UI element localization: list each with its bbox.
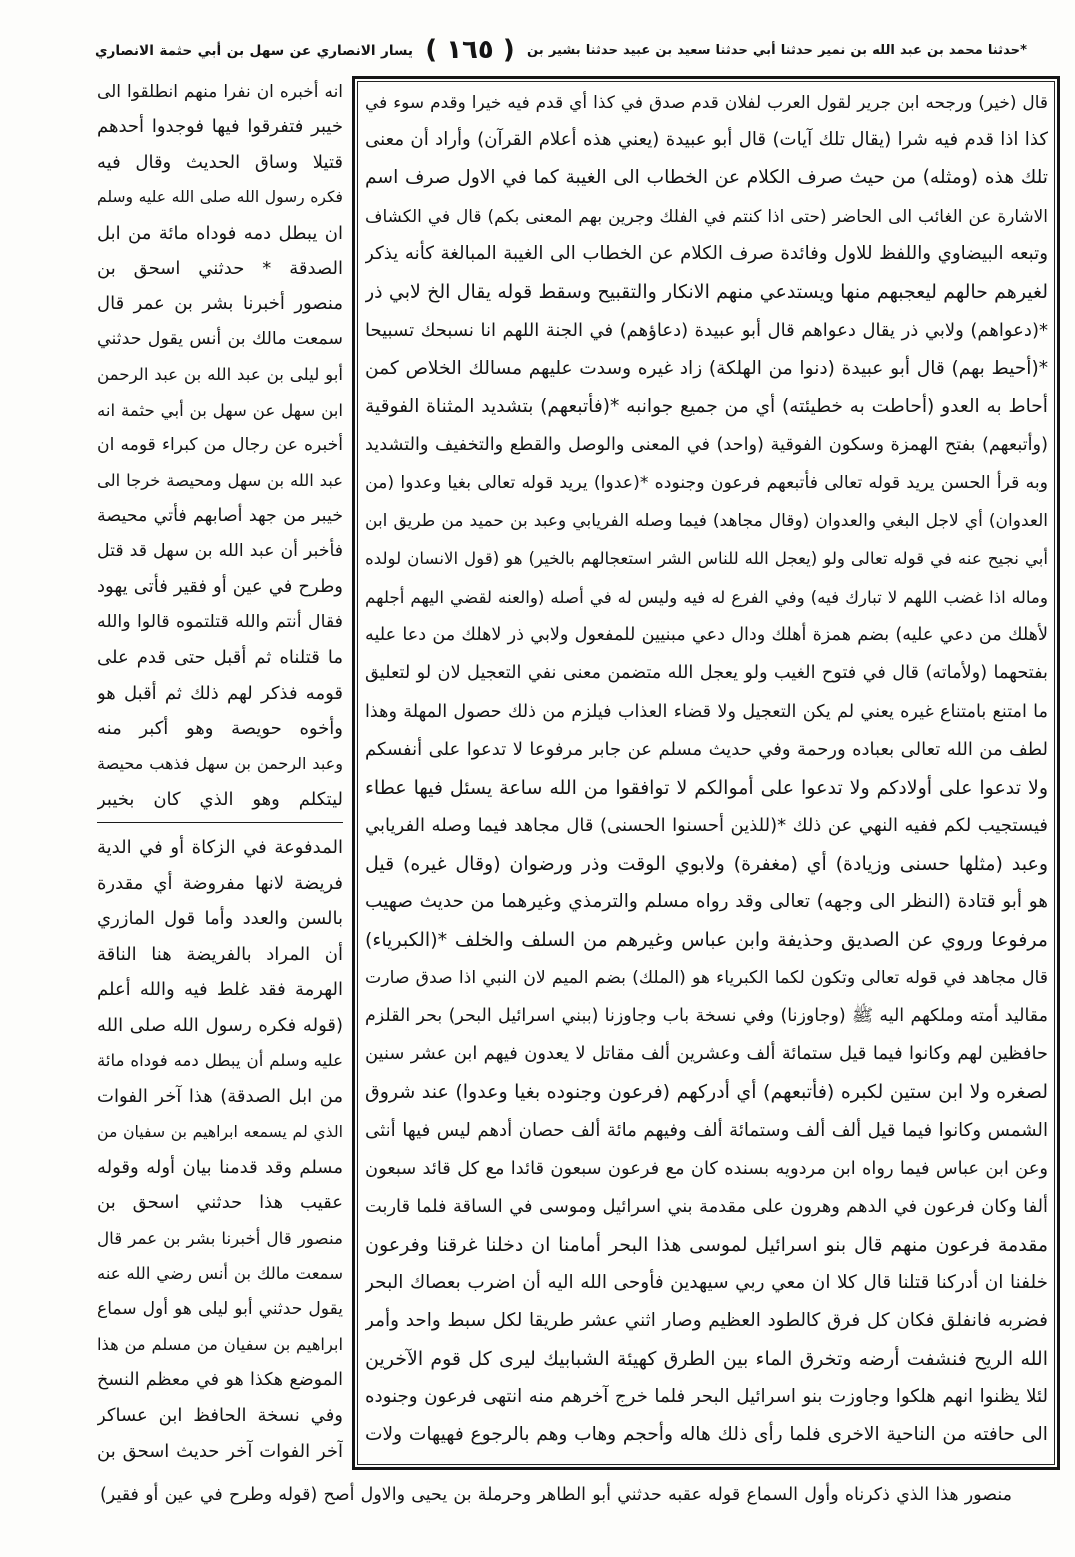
margin-note-line (97, 1256, 343, 1292)
commentary-line (365, 312, 1048, 350)
commentary-line-text: فيستجيب لكم ففيه النهي عن ذلك *(للذين أحسنوا الحسنى) قال مجاهد فيما وصله الفريابي (365, 814, 1048, 836)
margin-note-line (97, 866, 343, 902)
hadith-line-text: وأخوه حويصة وهو أكبر منه (97, 718, 343, 740)
footer-line (100, 1476, 1012, 1514)
hadith-line (97, 428, 343, 463)
hadith-line-text: منصور أخبرنا بشر بن عمر قال (97, 293, 343, 315)
commentary-line (365, 197, 1048, 235)
commentary-line-text: قال (خير) ورجحه ابن جرير لقول العرب لفلان قدم صدق في كذا أي قدم فيه خيرا وقدم سوء في (365, 92, 1048, 112)
hadith-line-text: انه أخبره ان نفرا منهم انطلقوا الى (97, 81, 343, 101)
commentary-line (365, 845, 1048, 883)
commentary-line-text: حافظين لهم وكانوا فيما قيل ستمائة ألف وعشرين ألف مقاتل لا يعدون فيهم ابن عشر سنين (365, 1043, 1048, 1065)
commentary-line (365, 997, 1048, 1035)
commentary-line (365, 273, 1048, 311)
margin-note-line-text: الموضع هكذا هو في معظم النسخ (97, 1369, 343, 1390)
commentary-line (365, 578, 1048, 616)
hadith-line-text: عبد الله بن سهل ومحيصة خرجا الى (97, 471, 343, 491)
hadith-line-text: وعبد الرحمن بن سهل فذهب محيصة (97, 754, 343, 774)
hadith-line-text: ان يبطل دمه فوداه مائة من ابل (97, 222, 343, 244)
hadith-line (97, 286, 343, 321)
commentary-line-text: لطف من الله تعالى بعباده ورحمة وفي حديث مسلم عن جابر مرفوعا لا تدعوا على أنفسكم (365, 738, 1048, 760)
margin-note-line-text: مسلم وقد قدمنا بيان أوله وقوله (97, 1156, 343, 1178)
margin-note-line-text: سمعت مالك بن أنس رضي الله عنه (97, 1264, 343, 1283)
commentary-line-text: وعن ابن عباس فيما رواه ابن مردويه بسنده كان مع فرعون سبعون قائدا مع كل قائد سبعون (365, 1157, 1048, 1179)
hadith-line-text: قتيلا وساق الحديث وقال فيه (97, 151, 343, 173)
margin-note-line-text: وفي نسخة الحافظ ابن عساكر (97, 1405, 343, 1426)
margin-note-line (97, 1363, 343, 1399)
hadith-line-text: ما قتلناه ثم أقبل حتى قدم على (97, 647, 343, 669)
hadith-line-text: خيبر فتفرقوا فيها فوجدوا أحدهم (97, 116, 343, 138)
commentary-box (352, 76, 1060, 1470)
commentary-line (365, 769, 1048, 807)
margin-note-line-text: المدفوعة في الزكاة أو في الدية (97, 837, 343, 858)
commentary-line (365, 502, 1048, 540)
commentary-line (365, 693, 1048, 731)
hadith-line (97, 746, 343, 781)
margin-note-line (97, 1185, 343, 1221)
commentary-line (365, 807, 1048, 845)
column-separator (97, 822, 343, 823)
commentary-line-text: العدوان) أي لاجل البغي والعدوان (وقال مجاهد) فيما وصله الفريابي وعبد بن حميد من طريق ابن (365, 511, 1048, 532)
hadith-line (97, 640, 343, 675)
commentary-line (365, 121, 1048, 159)
commentary-line (365, 83, 1048, 121)
margin-note-line-text: (قوله فكره رسول الله صلى الله (97, 1014, 343, 1036)
commentary-line (365, 1035, 1048, 1073)
commentary-line-text: مرفوعا وروي عن الصديق وحذيفة وابن عباس وغيرهم من السلف والخلف *(الكبرياء) (365, 929, 1048, 952)
header-isnad-right-text: *حدثنا محمد بن عبد الله بن نمير حدثنا أبي حدثنا سعيد بن عبيد حدثنا بشير بن (527, 43, 1027, 58)
margin-note-line-text: عليه وسلم أن يبطل دمه فوداه مائة (97, 1051, 343, 1070)
commentary-line (365, 1264, 1048, 1302)
commentary-line-text: كذا اذا قدم فيه شرا (يقال تلك آيات) قال أبو عبيدة (يعني هذه أعلام القرآن) وأراد أن معنى (365, 129, 1048, 151)
margin-note-line (97, 1043, 343, 1079)
hadith-line (97, 109, 343, 144)
hadith-line (97, 711, 343, 746)
margin-note-line (97, 972, 343, 1008)
commentary-line (365, 616, 1048, 654)
commentary-line-text: هو أبو قتادة (النظر الى وجهه) تعالى وقد رواه مسلم والترمذي وغيرهما من حديث صهيب (365, 890, 1048, 912)
margin-note-line-text: الهرمة فقد غلط فيه والله أعلم (97, 979, 343, 1000)
margin-note-line-text: عقيب هذا حدثني اسحق بن (97, 1192, 343, 1213)
margin-note-line (97, 1114, 343, 1150)
commentary-line-text: *(دعواهم) ولابي ذر يقال دعواهم قال أبو عبيدة (دعاؤهم) في الجنة اللهم انا نسبحك تسبيحا (365, 319, 1048, 341)
commentary-line-text: وماله اذا غضب اللهم لا تبارك فيه) وفي الفرع له فيه وليس له في أصله (والعنه لقضي اليهم أجلهم (365, 587, 1048, 608)
hadith-line (97, 357, 343, 392)
commentary-line (365, 921, 1048, 959)
commentary-line-text: بفتحهما (ولأماته) قال في فتوح الغيب ولو يعجل الله متضمن معنى نفي التعجيل لان لو لتعليق (365, 663, 1048, 684)
commentary-line-text: مقاليد أمته وملكهم اليه ﷺ (وجاوزنا) وفي نسخة باب وجاوزنا (ببني اسرائيل البحر) بحر القلزم (365, 1006, 1048, 1027)
margin-note-line (97, 1221, 343, 1257)
commentary-line (365, 159, 1048, 197)
hadith-line-text: قومه فذكر لهم ذلك ثم أقبل هو (97, 682, 343, 704)
hadith-line-text: فأخبر أن عبد الله بن سهل قد قتل (97, 541, 343, 562)
hadith-line (97, 74, 343, 109)
margin-note-line (97, 901, 343, 937)
commentary-line (365, 1112, 1048, 1150)
hadith-line (97, 534, 343, 569)
commentary-line-text: وعبد (مثلها حسنى وزيادة) أي (مغفرة) ولابوي الوقت وذر ورضوان (وقال غيره) قيل (365, 852, 1048, 875)
commentary-text (365, 83, 1048, 1454)
commentary-line (365, 540, 1048, 578)
footer-line-text: منصور هذا الذي ذكرناه وأول السماع قوله عقبه حدثني أبو الطاهر وحرملة بن يحيى والاول أصح (قوله وطرح في عين أو فقير) (100, 1485, 1012, 1505)
hadith-line (97, 251, 343, 286)
margin-note-line-text: آخر الفوات آخر حديث اسحق بن (97, 1440, 343, 1462)
commentary-line-text: *(أحيط بهم) قال أبو عبيدة (دنوا من الهلكة) زاد غيره وسدت عليهم مسالك الخلاص كمن (365, 357, 1048, 379)
hadith-line-text: أخبره عن رجال من كبراء قومه ان (97, 434, 343, 455)
commentary-line (365, 1226, 1048, 1264)
commentary-line (365, 1340, 1048, 1378)
commentary-line (365, 1073, 1048, 1111)
commentary-line-text: مقدمة فرعون منهم قال بنو اسرائيل لموسى هذا البحر أمامنا ان دخلنا غرقنا وفرعون (365, 1233, 1048, 1256)
commentary-line-text: وبه قرأ الحسن يريد قوله تعالى فأتبعهم فرعون وجنوده *(عدوا) يريد قوله تعالى بغيا وعدوا (من (365, 472, 1048, 493)
margin-note-line-text: فريضة لانها مفروضة أي مقدرة (97, 872, 343, 894)
hadith-line (97, 569, 343, 604)
hadith-line (97, 216, 343, 251)
hadith-line-text: أبو ليلى بن عبد الله بن عبد الرحمن (97, 365, 343, 385)
commentary-line (365, 235, 1048, 273)
commentary-line (365, 350, 1048, 388)
commentary-line-text: فضربه فانفلق فكان كل فرق كالطود العظيم وصار اثني عشر طريقا لكل سبط واحد وأمر (365, 1310, 1048, 1331)
margin-note-line (97, 1292, 343, 1328)
hadith-line-text: الصدقة * حدثني اسحق بن (97, 257, 343, 279)
page-number: ( ١٦٥ ) (425, 35, 515, 65)
hadith-line-text: وطرح في عين أو فقير فأتى يهود (97, 576, 343, 598)
hadith-line (97, 180, 343, 215)
commentary-line-text: لأهلك من دعي عليه) بضم همزة أهلك ودال دعي مبنيين للمفعول ولابي ذر لاهلك من دعا عليه (365, 625, 1048, 646)
commentary-line-text: أحاط به العدو (أحاطت به خطيئته) أي من جميع جوانبه *(فأتبعهم) بتشديد المثناة الفوقية (365, 395, 1048, 417)
hadith-line (97, 605, 343, 640)
commentary-line-text: لئلا يظنوا انهم هلكوا وجاوزت بنو اسرائيل البحر فلما خرج آخرهم منه انتهى فرعون وجنوده (365, 1386, 1048, 1408)
commentary-line-text: أبي نجيح عنه في قوله تعالى ولو (يعجل الله للناس الشر استعجالهم بالخير) هو (قول الانسان لولده (365, 549, 1048, 569)
margin-note-line (97, 830, 343, 866)
commentary-line (365, 1150, 1048, 1188)
commentary-line-text: لغيرهم حالهم ليعجبهم منها ويستدعي منهم الانكار والتقبيح وسقط قوله يقال الخ لابي ذر (365, 281, 1048, 304)
hadith-line-text: ليتكلم وهو الذي كان بخيبر (97, 788, 343, 810)
header-isnad-left-text: يسار الانصاري عن سهل بن أبي حثمة الانصاري (95, 43, 413, 59)
margin-note-line (97, 1398, 343, 1434)
margin-note-line (97, 937, 343, 973)
hadith-line (97, 676, 343, 711)
header-isnad-right (527, 32, 1027, 70)
commentary-line-text: الشمس وكانوا فيما قيل ألف ألف وستمائة ألف وفيهم مائة ألف حصان أدهم ليس فيها أنثى (365, 1119, 1048, 1141)
margin-note-line (97, 1327, 343, 1363)
margin-note-line (97, 1434, 343, 1470)
commentary-line-text: (وأتبعهم) بفتح الهمزة وسكون الفوقية (واحد) في المعنى والوصل والقطع والتخفيف والتشديد (365, 434, 1048, 455)
margin-note-line-text: الذي لم يسمعه ابراهيم بن سفيان من (97, 1122, 343, 1141)
commentary-line (365, 883, 1048, 921)
margin-note-line-text: أن المراد بالفريضة هنا الناقة (97, 943, 343, 965)
margin-note-line-text: بالسن والعدد وأما قول المازري (97, 908, 343, 929)
hadith-line (97, 782, 343, 817)
commentary-line-text: الله الريح فنشفت أرضه وتخرق الماء بين الطرق كهيئة الشبابيك ليرى كل قوم الآخرين (365, 1348, 1048, 1371)
hadith-line-text: خيبر من جهد أصابهم فأتي محيصة (97, 505, 343, 526)
commentary-line-text: خلفنا ان أدركنا قتلنا قال كلا ان معي ربي سيهدين فأوحى الله اليه أن اضرب بعصاك البحر (365, 1271, 1048, 1293)
commentary-line (365, 731, 1048, 769)
header-isnad-left (95, 32, 413, 70)
hadith-line (97, 322, 343, 357)
commentary-line (365, 464, 1048, 502)
commentary-line-text: لصغره ولا ابن ستين لكبره (فأتبعهم) أي أدركهم (فرعون وجنوده بغيا وعدوا) عند شروق (365, 1081, 1048, 1104)
commentary-line-text: ولا تدعوا على أولادكم ولا تدعوا على أموالكم لا توافقوا من الله ساعة يسئل فيها عطاء (365, 776, 1048, 799)
hadith-line (97, 463, 343, 498)
hadith-line-text: سمعت مالك بن أنس يقول حدثني (97, 328, 343, 349)
commentary-line (365, 1416, 1048, 1454)
margin-note-line (97, 1079, 343, 1115)
commentary-line (365, 388, 1048, 426)
commentary-line-text: ألفا وكان فرعون في الدهم وهرون على مقدمة بني اسرائيل وموسى في الساقة فلما قاربت (365, 1195, 1048, 1217)
commentary-line-text: ما امتنع بامتناع غيره يعني لم يكن التعجيل ولا قضاء العذاب فيلزم من ذلك حصول المهلة وهذا (365, 701, 1048, 722)
margin-note-line-text: يقول حدثني أبو ليلى هو أول سماع (97, 1298, 343, 1319)
margin-note-line-text: ابراهيم بن سفيان من مسلم من هذا (97, 1335, 343, 1354)
margin-note-line (97, 1150, 343, 1186)
hadith-line-text: فكره رسول الله صلى الله عليه وسلم (97, 188, 343, 207)
margin-note-line-text: من ابل الصدقة) هذا آخر الفوات (97, 1085, 343, 1107)
margin-notes (97, 830, 343, 1469)
hadith-line-text: ابن سهل عن سهل بن أبي حثمة انه (97, 400, 343, 420)
commentary-line (365, 1378, 1048, 1416)
hadith-line (97, 499, 343, 534)
hadith-column (97, 74, 343, 817)
commentary-line-text: الاشارة عن الغائب الى الحاضر (حتى اذا كنتم في الفلك وجرين بهم المعنى بكم) قال في الكشاف (365, 206, 1048, 227)
commentary-line-text: قال مجاهد في قوله تعالى وتكون لكما الكبرياء هو (الملك) بضم الميم لان النبي اذا صدق صارت (365, 968, 1048, 989)
commentary-line-text: الى حافته من الناحية الاخرى فلما رأى ذلك هاله وأحجم وهاب وهم بالرجوع فهيهات ولات (365, 1424, 1048, 1446)
margin-note-line (97, 1008, 343, 1044)
hadith-line-text: فقال أنتم والله قتلتموه قالوا والله (97, 611, 343, 632)
commentary-line-text: تلك هذه (ومثله) من حيث صرف الكلام عن الخطاب الى الغيبة كما في الاول صرف اسم (365, 167, 1048, 189)
commentary-line (365, 1302, 1048, 1340)
commentary-line (365, 959, 1048, 997)
margin-note-line-text: منصور قال أخبرنا بشر بن عمر قال (97, 1227, 343, 1248)
commentary-line (365, 426, 1048, 464)
commentary-line (365, 1188, 1048, 1226)
hadith-line (97, 145, 343, 180)
commentary-line-text: وتبعه البيضاوي واللفظ للاول وفائدة صرف الكلام عن الخطاب الى الغيبة المبالغة كأنه يذكر (365, 243, 1048, 265)
commentary-line (365, 654, 1048, 692)
hadith-line (97, 393, 343, 428)
